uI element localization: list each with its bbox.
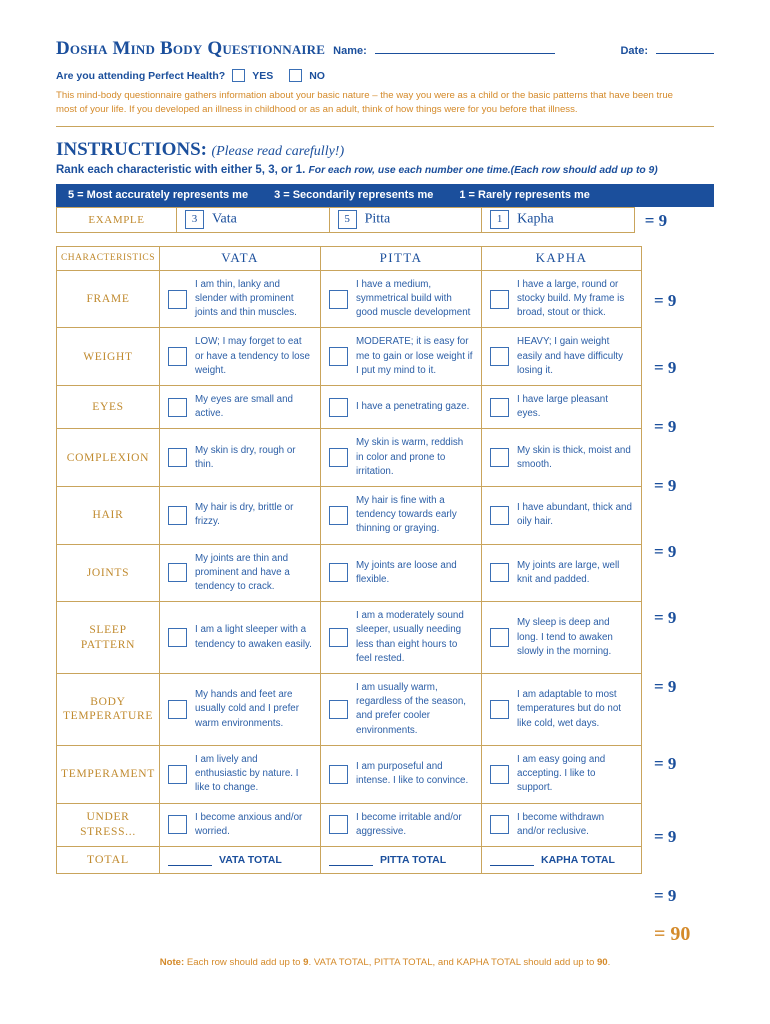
dosha-table [56, 246, 642, 874]
example-name-pitta: Pitta [364, 212, 391, 228]
checkbox-stress-pitta[interactable] [329, 815, 348, 834]
checkbox-joints-vata[interactable] [168, 563, 187, 582]
example-row-wrap [56, 207, 714, 233]
instructions-rank-line [56, 164, 714, 176]
checkbox-complexion-vata[interactable] [168, 448, 187, 467]
kapha-total-input[interactable] [490, 854, 534, 866]
name-input[interactable] [375, 42, 555, 54]
header-kapha: KAPHA [482, 246, 642, 270]
cell-bodytemp-kapha [482, 674, 642, 746]
key-three: 3 = Secondarily represents me [274, 189, 434, 202]
no-label: NO [309, 69, 325, 82]
example-name-vata: Vata [212, 212, 237, 228]
table-row [57, 386, 642, 429]
total-cell-pitta [321, 846, 482, 873]
text-stress-kapha: I become withdrawn and/or reclusive. [517, 811, 605, 837]
text-sleep-kapha: My sleep is deep and long. I tend to awaken slowly in the morning. [517, 617, 613, 657]
text-complexion-pitta: My skin is warm, reddish in color and prone to irritation. [356, 437, 464, 477]
table-row [57, 487, 642, 545]
main-table-wrap [56, 246, 714, 948]
table-row [57, 544, 642, 602]
cell-sleep-kapha [482, 602, 642, 674]
checkbox-eyes-kapha[interactable] [490, 398, 509, 417]
checkbox-stress-vata[interactable] [168, 815, 187, 834]
table-row [57, 602, 642, 674]
text-eyes-pitta: I have a penetrating gaze. [356, 401, 470, 413]
text-sleep-pitta: I am a moderately sound sleeper, usually needing less than eight hours to feel rested. [356, 610, 464, 664]
example-label: EXAMPLE [57, 207, 177, 232]
text-hair-pitta: My hair is fine with a tendency towards early thinning or graying. [356, 495, 457, 535]
checkbox-joints-pitta[interactable] [329, 563, 348, 582]
rank-note-text: For each row, use each number one time.(Each row should add up to 9) [308, 164, 658, 176]
example-cell-pitta [329, 207, 482, 232]
name-label: Name: [333, 45, 367, 57]
checkbox-bodytemp-kapha[interactable] [490, 700, 509, 719]
cell-stress-pitta [321, 803, 482, 846]
pitta-total-label: PITTA TOTAL [380, 853, 447, 866]
text-temperament-vata: I am lively and enthusiastic by nature. I like to change. [195, 753, 299, 794]
cell-hair-vata [160, 487, 321, 545]
sum-eyes: = 9 [654, 416, 677, 436]
cell-joints-pitta [321, 544, 482, 602]
note-prefix: Note: [159, 956, 185, 968]
sum-stress: = 9 [654, 885, 677, 905]
total-cell-vata [160, 846, 321, 873]
sum-grand-total: = 90 [654, 923, 691, 946]
cell-joints-vata [160, 544, 321, 602]
checkbox-sleep-kapha[interactable] [490, 628, 509, 647]
text-eyes-vata: My eyes are small and active. [195, 394, 294, 420]
cell-stress-vata [160, 803, 321, 846]
header-divider [56, 126, 714, 127]
sum-joints: = 9 [654, 607, 677, 627]
row-label-under-stress: UNDER STRESS... [57, 803, 160, 846]
table-row [57, 270, 642, 328]
cell-frame-kapha [482, 270, 642, 328]
cell-bodytemp-pitta [321, 674, 482, 746]
row-label-hair: HAIR [57, 487, 160, 545]
cell-complexion-pitta [321, 429, 482, 487]
text-bodytemp-kapha: I am adaptable to most temperatures but do not like cold, wet days. [517, 689, 622, 729]
table-row [57, 745, 642, 803]
key-one: 1 = Rarely represents me [459, 189, 590, 202]
scoring-key-bar [56, 184, 714, 207]
attending-question: Are you attending Perfect Health? [56, 69, 226, 82]
header [56, 38, 714, 60]
example-table [56, 207, 635, 233]
text-frame-pitta: I have a medium, symmetrical build with good muscle development [356, 278, 471, 319]
checkbox-complexion-kapha[interactable] [490, 448, 509, 467]
example-score-kapha: 1 [490, 210, 509, 229]
checkbox-hair-vata[interactable] [168, 506, 187, 525]
instructions-subtitle: (Please read carefully!) [211, 143, 345, 159]
table-header-row [57, 246, 642, 270]
table-total-row [57, 846, 642, 873]
checkbox-stress-kapha[interactable] [490, 815, 509, 834]
text-bodytemp-pitta: I am usually warm, regardless of the season, and prefer cooler environments. [356, 682, 467, 736]
vata-total-input[interactable] [168, 854, 212, 866]
cell-temperament-kapha [482, 745, 642, 803]
note-text-3: . [607, 956, 611, 968]
vata-total-label: VATA TOTAL [219, 853, 282, 866]
footer-note [56, 957, 714, 968]
cell-hair-pitta [321, 487, 482, 545]
checkbox-frame-kapha[interactable] [490, 290, 509, 309]
text-weight-vata: LOW; I may forget to eat or have a tendency to lose weight. [195, 336, 310, 376]
cell-hair-kapha [482, 487, 642, 545]
instructions-title: INSTRUCTIONS: [56, 138, 207, 160]
checkbox-hair-pitta[interactable] [329, 506, 348, 525]
note-ninety: 90 [596, 956, 608, 968]
note-nine: 9 [303, 956, 309, 968]
text-joints-kapha: My joints are large, well knit and padded. [517, 559, 620, 585]
instructions-block [56, 139, 714, 176]
checkbox-weight-pitta[interactable] [329, 347, 348, 366]
example-sum: = 9 [644, 210, 668, 230]
row-label-weight: WEIGHT [57, 328, 160, 386]
cell-complexion-vata [160, 429, 321, 487]
cell-complexion-kapha [482, 429, 642, 487]
example-score-vata: 3 [185, 210, 204, 229]
checkbox-weight-kapha[interactable] [490, 347, 509, 366]
table-row [57, 328, 642, 386]
cell-temperament-pitta [321, 745, 482, 803]
sum-bodytemp: = 9 [654, 753, 677, 773]
checkbox-weight-vata[interactable] [168, 347, 187, 366]
date-label: Date: [620, 45, 648, 57]
checkbox-complexion-pitta[interactable] [329, 448, 348, 467]
sum-frame: = 9 [654, 291, 677, 311]
checkbox-sleep-vata[interactable] [168, 628, 187, 647]
text-temperament-pitta: I am purposeful and intense. I like to convince. [356, 760, 469, 787]
row-label-sleep-pattern: SLEEP PATTERN [57, 602, 160, 674]
checkbox-frame-pitta[interactable] [329, 290, 348, 309]
text-hair-vata: My hair is dry, brittle or frizzy. [195, 502, 294, 528]
checkbox-eyes-pitta[interactable] [329, 398, 348, 417]
text-stress-pitta: I become irritable and/or aggressive. [356, 811, 462, 837]
sum-header-spacer [642, 246, 712, 268]
key-five: 5 = Most accurately represents me [68, 189, 249, 202]
kapha-total-label: KAPHA TOTAL [541, 853, 615, 866]
checkbox-joints-kapha[interactable] [490, 563, 509, 582]
table-row [57, 803, 642, 846]
cell-joints-kapha [482, 544, 642, 602]
total-label: TOTAL [57, 846, 160, 873]
no-checkbox[interactable] [289, 69, 302, 82]
checkbox-temperament-vata[interactable] [168, 765, 187, 784]
row-label-temperament: TEMPERAMENT [57, 745, 160, 803]
pitta-total-input[interactable] [329, 854, 373, 866]
checkbox-bodytemp-pitta[interactable] [329, 700, 348, 719]
yes-label: YES [252, 69, 274, 82]
row-label-eyes: EYES [57, 386, 160, 429]
example-score-pitta: 5 [338, 210, 357, 229]
text-eyes-kapha: I have large pleasant eyes. [517, 394, 608, 420]
sum-sleep: = 9 [654, 677, 677, 697]
text-complexion-kapha: My skin is thick, moist and smooth. [517, 444, 631, 470]
example-cell-vata [177, 207, 330, 232]
date-input[interactable] [656, 42, 714, 54]
example-name-kapha: Kapha [517, 212, 554, 228]
checkbox-eyes-vata[interactable] [168, 398, 187, 417]
text-frame-kapha: I have a large, round or stocky build. My frame is broad, stout or thick. [517, 278, 625, 319]
sum-complexion: = 9 [654, 475, 677, 495]
text-joints-pitta: My joints are loose and flexible. [356, 559, 457, 585]
text-temperament-kapha: I am easy going and accepting. I like to support. [517, 753, 606, 794]
text-joints-vata: My joints are thin and prominent and have a tendency to crack. [195, 552, 290, 593]
sum-temperament: = 9 [654, 826, 677, 846]
intro-blurb: This mind-body questionnaire gathers information about your basic nature – the way you were as a child or the basic patterns that have been true most of your life. If you developed an illness in childhood or as an adult, think of how things were for you before that illness. [56, 90, 674, 115]
text-complexion-vata: My skin is dry, rough or thin. [195, 444, 296, 470]
example-cell-kapha [482, 207, 635, 232]
text-bodytemp-vata: My hands and feet are usually cold and I prefer warm environments. [195, 689, 300, 729]
example-row [57, 207, 635, 232]
sum-hair: = 9 [654, 541, 677, 561]
cell-temperament-vata [160, 745, 321, 803]
cell-sleep-vata [160, 602, 321, 674]
header-characteristics: CHARACTERISTICS [57, 246, 160, 270]
checkbox-sleep-pitta[interactable] [329, 628, 348, 647]
note-text-1: Each row should add up to [184, 956, 304, 968]
checkbox-temperament-kapha[interactable] [490, 765, 509, 784]
row-label-complexion: COMPLEXION [57, 429, 160, 487]
note-text-2: . VATA TOTAL, PITTA TOTAL, and KAPHA TOTAL should add up to [308, 956, 597, 968]
yes-checkbox[interactable] [232, 69, 245, 82]
checkbox-frame-vata[interactable] [168, 290, 187, 309]
row-label-joints: JOINTS [57, 544, 160, 602]
text-weight-kapha: HEAVY; I gain weight easily and have difficulty losing it. [517, 336, 624, 376]
checkbox-temperament-pitta[interactable] [329, 765, 348, 784]
text-weight-pitta: MODERATE; it is easy for me to gain or lose weight if I put my mind to it. [356, 336, 473, 376]
header-pitta: PITTA [321, 246, 482, 270]
cell-eyes-pitta [321, 386, 482, 429]
text-sleep-vata: I am a light sleeper with a tendency to awaken easily. [195, 624, 312, 650]
table-row [57, 674, 642, 746]
attending-row [56, 69, 714, 82]
cell-frame-pitta [321, 270, 482, 328]
text-hair-kapha: I have abundant, thick and oily hair. [517, 502, 632, 528]
text-frame-vata: I am thin, lanky and slender with prominent joints and thin muscles. [195, 278, 297, 319]
row-label-body-temperature: BODY TEMPERATURE [57, 674, 160, 746]
cell-eyes-vata [160, 386, 321, 429]
row-label-frame: FRAME [57, 270, 160, 328]
total-cell-kapha [482, 846, 642, 873]
cell-eyes-kapha [482, 386, 642, 429]
checkbox-hair-kapha[interactable] [490, 506, 509, 525]
cell-stress-kapha [482, 803, 642, 846]
page-title: Dosha Mind Body Questionnaire [56, 38, 326, 59]
cell-weight-pitta [321, 328, 482, 386]
header-vata: VATA [160, 246, 321, 270]
cell-frame-vata [160, 270, 321, 328]
row-sums-column [642, 246, 712, 948]
text-stress-vata: I become anxious and/or worried. [195, 811, 303, 837]
cell-sleep-pitta [321, 602, 482, 674]
cell-bodytemp-vata [160, 674, 321, 746]
sum-weight: = 9 [654, 357, 677, 377]
checkbox-bodytemp-vata[interactable] [168, 700, 187, 719]
cell-weight-kapha [482, 328, 642, 386]
table-row [57, 429, 642, 487]
rank-line-text: Rank each characteristic with either 5, 3, or 1. [56, 163, 306, 176]
cell-weight-vata [160, 328, 321, 386]
